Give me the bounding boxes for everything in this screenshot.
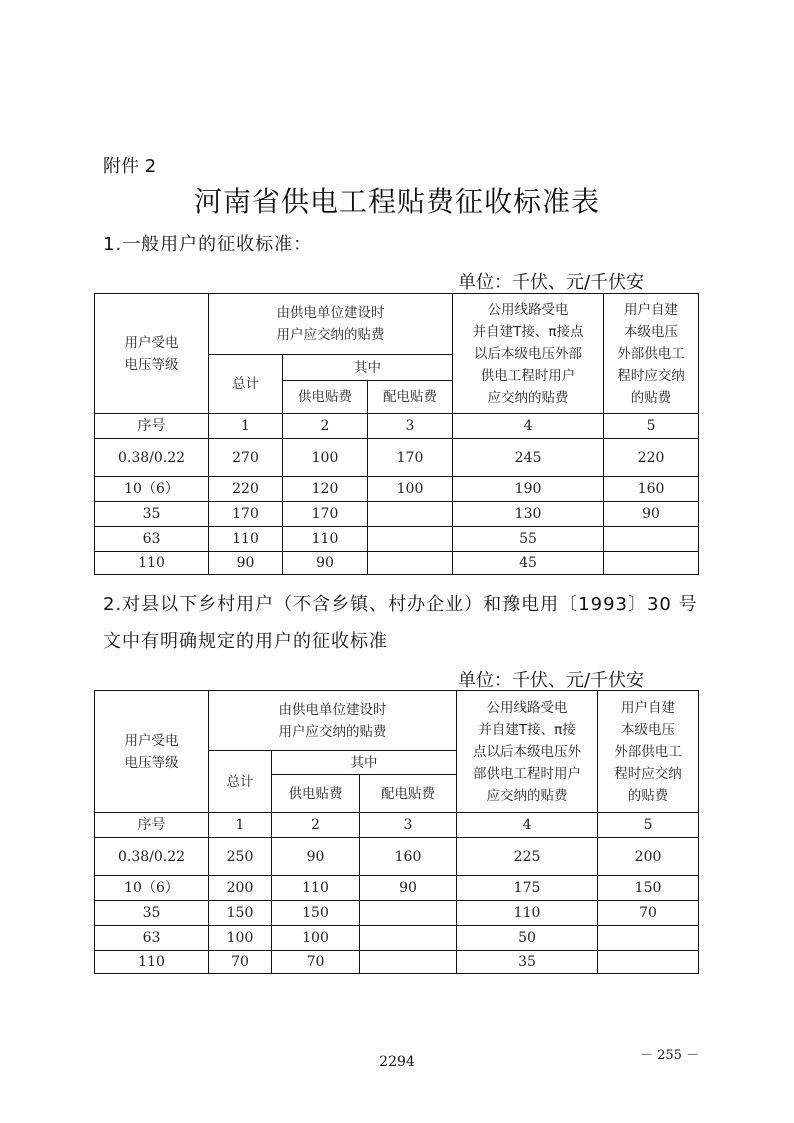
self-build-header: 用户自建 本级电压 外部供电工 程时应交纳 的贴费 [604,294,699,414]
table-row [95,926,699,951]
table-row [95,477,699,502]
total-cell: 150 [209,901,272,926]
distribution-fee-cell [360,901,457,926]
seq-label: 序号 [95,813,209,838]
section1-unit: 单位：千伏、元/千伏安 [458,272,645,293]
self-build-cell: 70 [598,901,699,926]
supply-fee-cell: 100 [272,926,360,951]
of-which-header: 其中 [272,751,457,775]
bottom-code: 2294 [379,1054,415,1070]
distribution-fee-cell [368,552,453,575]
table-row [95,876,699,901]
table-row [95,527,699,552]
section2-heading-line1: 2.对县以下乡村用户（不含乡镇、村办企业）和豫电用〔1993〕30 号 [103,594,698,615]
total-cell: 90 [209,552,283,575]
voltage-cell: 10（6） [95,876,209,901]
public-line-cell: 130 [453,502,604,527]
distribution-fee-cell: 100 [368,477,453,502]
total-cell: 110 [209,527,283,552]
voltage-cell: 63 [95,926,209,951]
seq-cell: 5 [598,813,699,838]
voltage-cell: 35 [95,901,209,926]
supply-fee-header: 供电贴费 [272,775,360,813]
voltage-cell: 0.38/0.22 [95,838,209,876]
fee-table-1 [94,293,699,575]
self-build-cell [604,552,699,575]
voltage-cell: 0.38/0.22 [95,439,209,477]
seq-row [95,414,699,439]
total-cell: 170 [209,502,283,527]
seq-cell: 1 [209,813,272,838]
table-row [95,838,699,876]
distribution-fee-cell: 90 [360,876,457,901]
total-cell: 250 [209,838,272,876]
self-build-cell: 160 [604,477,699,502]
of-which-header: 其中 [283,355,453,381]
voltage-cell: 10（6） [95,477,209,502]
seq-row [95,813,699,838]
self-build-cell: 200 [598,838,699,876]
self-build-cell [598,926,699,951]
public-line-cell: 55 [453,527,604,552]
voltage-header: 用户受电 电压等级 [95,294,209,414]
voltage-cell: 110 [95,552,209,575]
seq-cell: 4 [457,813,598,838]
self-build-header: 用户自建 本级电压 外部供电工 程时应交纳 的贴费 [598,691,699,813]
public-line-cell: 110 [457,901,598,926]
supply-unit-group-header: 由供电单位建设时 用户应交纳的贴费 [209,294,453,355]
distribution-fee-header: 配电贴费 [360,775,457,813]
distribution-fee-cell [360,951,457,974]
seq-cell: 3 [360,813,457,838]
seq-cell: 2 [272,813,360,838]
seq-cell: 1 [209,414,283,439]
supply-fee-cell: 90 [283,552,368,575]
fee-table-2 [94,690,699,974]
supply-fee-cell: 150 [272,901,360,926]
total-cell: 70 [209,951,272,974]
seq-cell: 3 [368,414,453,439]
self-build-cell [598,951,699,974]
distribution-fee-header: 配电贴费 [368,381,453,414]
table-row [95,502,699,527]
public-line-cell: 50 [457,926,598,951]
seq-label: 序号 [95,414,209,439]
distribution-fee-cell: 160 [360,838,457,876]
table-row [95,901,699,926]
supply-fee-cell: 170 [283,502,368,527]
self-build-cell: 150 [598,876,699,901]
supply-fee-header: 供电贴费 [283,381,368,414]
voltage-cell: 63 [95,527,209,552]
total-cell: 270 [209,439,283,477]
public-line-cell: 45 [453,552,604,575]
page-title: 河南省供电工程贴费征收标准表 [193,185,600,218]
distribution-fee-cell: 170 [368,439,453,477]
total-header: 总计 [209,751,272,813]
self-build-cell: 220 [604,439,699,477]
supply-fee-cell: 110 [283,527,368,552]
attachment-label: 附件 2 [103,156,157,177]
seq-cell: 5 [604,414,699,439]
voltage-cell: 35 [95,502,209,527]
section2-heading-line2: 文中有明确规定的用户的征收标准 [103,631,388,652]
public-line-cell: 225 [457,838,598,876]
supply-unit-group-header: 由供电单位建设时 用户应交纳的贴费 [209,691,457,751]
table-row [95,552,699,575]
seq-cell: 2 [283,414,368,439]
supply-fee-cell: 70 [272,951,360,974]
supply-fee-cell: 120 [283,477,368,502]
distribution-fee-cell [360,926,457,951]
distribution-fee-cell [368,527,453,552]
supply-fee-cell: 90 [272,838,360,876]
section2-unit: 单位：千伏、元/千伏安 [458,670,645,691]
table-row [95,951,699,974]
table-row [95,439,699,477]
public-line-cell: 245 [453,439,604,477]
public-line-header: 公用线路受电 并自建T接、π接点 以后本级电压外部 供电工程时用户 应交纳的贴费 [453,294,604,414]
total-cell: 220 [209,477,283,502]
voltage-header: 用户受电 电压等级 [95,691,209,813]
voltage-cell: 110 [95,951,209,974]
supply-fee-cell: 110 [272,876,360,901]
supply-fee-cell: 100 [283,439,368,477]
page-number: － 255 － [640,1048,700,1063]
public-line-cell: 190 [453,477,604,502]
distribution-fee-cell [368,502,453,527]
total-cell: 100 [209,926,272,951]
total-cell: 200 [209,876,272,901]
section1-heading: 1.一般用户的征收标准： [103,234,313,255]
public-line-cell: 175 [457,876,598,901]
total-header: 总计 [209,355,283,414]
self-build-cell: 90 [604,502,699,527]
self-build-cell [604,527,699,552]
public-line-cell: 35 [457,951,598,974]
seq-cell: 4 [453,414,604,439]
public-line-header: 公用线路受电 并自建T接、π接 点以后本级电压外 部供电工程时用户 应交纳的贴费 [457,691,598,813]
